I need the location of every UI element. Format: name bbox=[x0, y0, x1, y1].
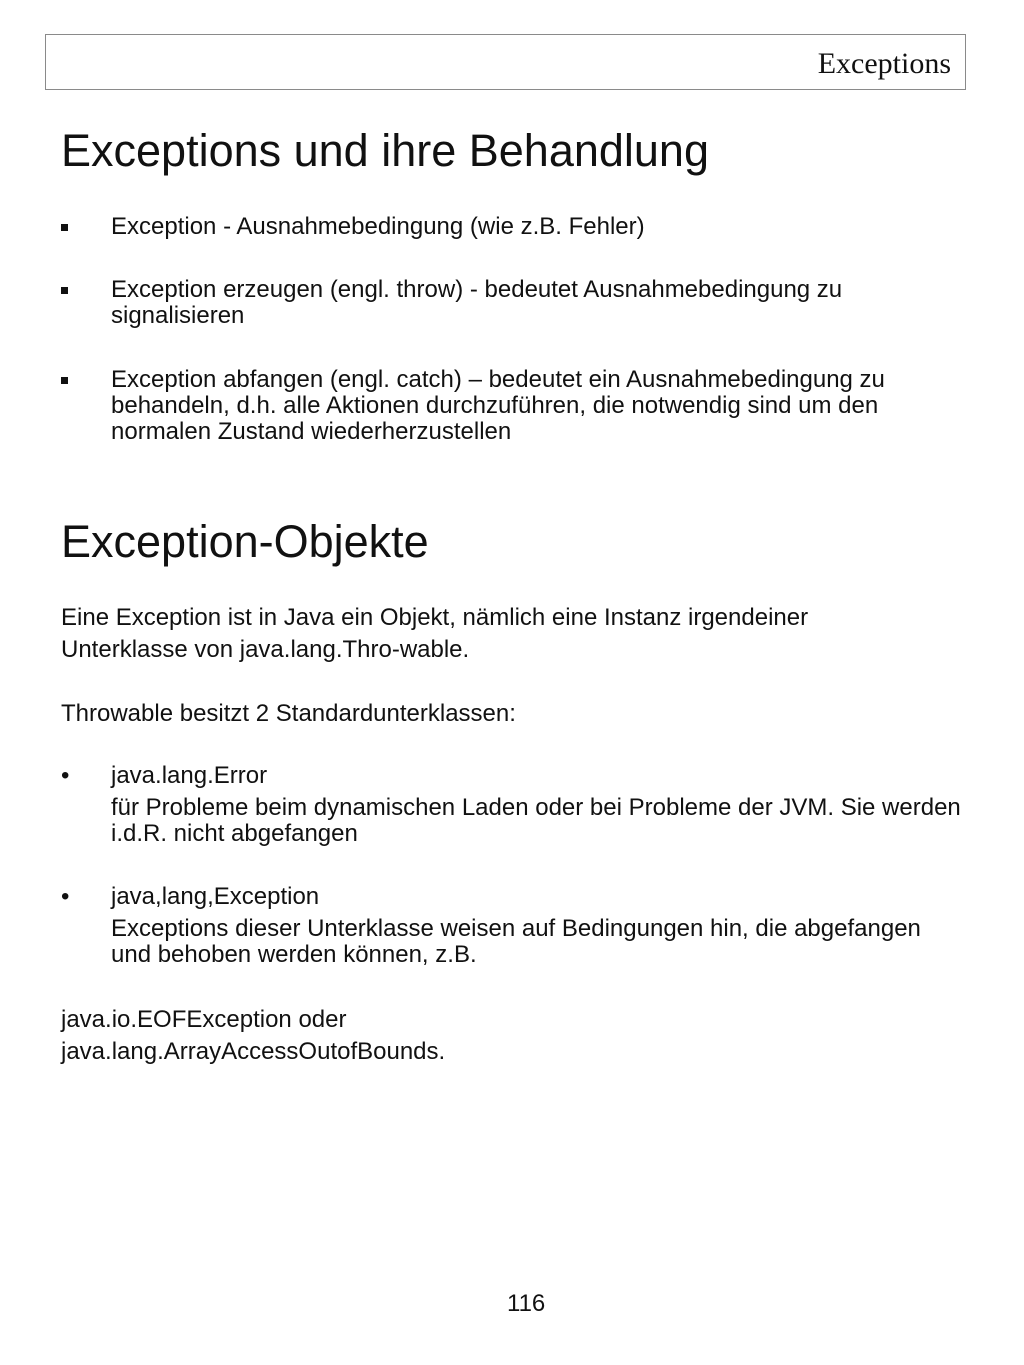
section-title-exception-objects: Exception-Objekte bbox=[61, 516, 429, 567]
list-item-java-lang-exception bbox=[61, 884, 961, 970]
bullet-item-exception-catch bbox=[61, 367, 961, 447]
item-name: java,lang,Exception bbox=[111, 883, 320, 910]
square-bullet-icon bbox=[61, 287, 68, 294]
bullet-dot-icon: • bbox=[61, 762, 70, 789]
item-name: java.lang.Error bbox=[111, 762, 268, 789]
square-bullet-icon bbox=[61, 377, 68, 384]
bullet-text: Exception - Ausnahmebedingung (wie z.B. Fehler) bbox=[111, 213, 645, 240]
item-description: für Probleme beim dynamischen Laden oder bei Probleme der JVM. Sie werden i.d.R. nicht abgefangen bbox=[111, 794, 961, 847]
header-label: Exceptions bbox=[817, 47, 951, 80]
bullet-text: Exception abfangen (engl. catch) – bedeutet ein Ausnahmebedingung zu behandeln, d.h. alle Aktionen durchzuführen, die notwendig sind um den normalen Zustand wiederherzustellen bbox=[111, 366, 885, 445]
item-description: Exceptions dieser Unterklasse weisen auf Bedingungen hin, die abgefangen und behoben werden können, z.B. bbox=[111, 915, 921, 968]
bullet-text: Exception erzeugen (engl. throw) - bedeutet Ausnahmebedingung zu signalisieren bbox=[111, 276, 843, 329]
bullet-dot-icon: • bbox=[61, 883, 70, 910]
header-box bbox=[45, 34, 966, 90]
bullet-item-exception-throw bbox=[61, 277, 961, 331]
examples-paragraph: java.io.EOFException oder java.lang.ArrayAccessOutofBounds. bbox=[61, 1006, 446, 1065]
subclasses-intro: Throwable besitzt 2 Standardunterklassen: bbox=[61, 700, 516, 727]
section-title-exceptions: Exceptions und ihre Behandlung bbox=[61, 125, 709, 176]
list-item-java-lang-error bbox=[61, 763, 961, 849]
square-bullet-icon bbox=[61, 224, 68, 231]
intro-paragraph: Eine Exception ist in Java ein Objekt, nämlich eine Instanz irgendeiner Unterklasse von java.lang.Thro-wable. bbox=[61, 604, 809, 663]
bullet-item-exception-definition bbox=[61, 214, 961, 242]
page-number: 116 bbox=[507, 1290, 546, 1317]
